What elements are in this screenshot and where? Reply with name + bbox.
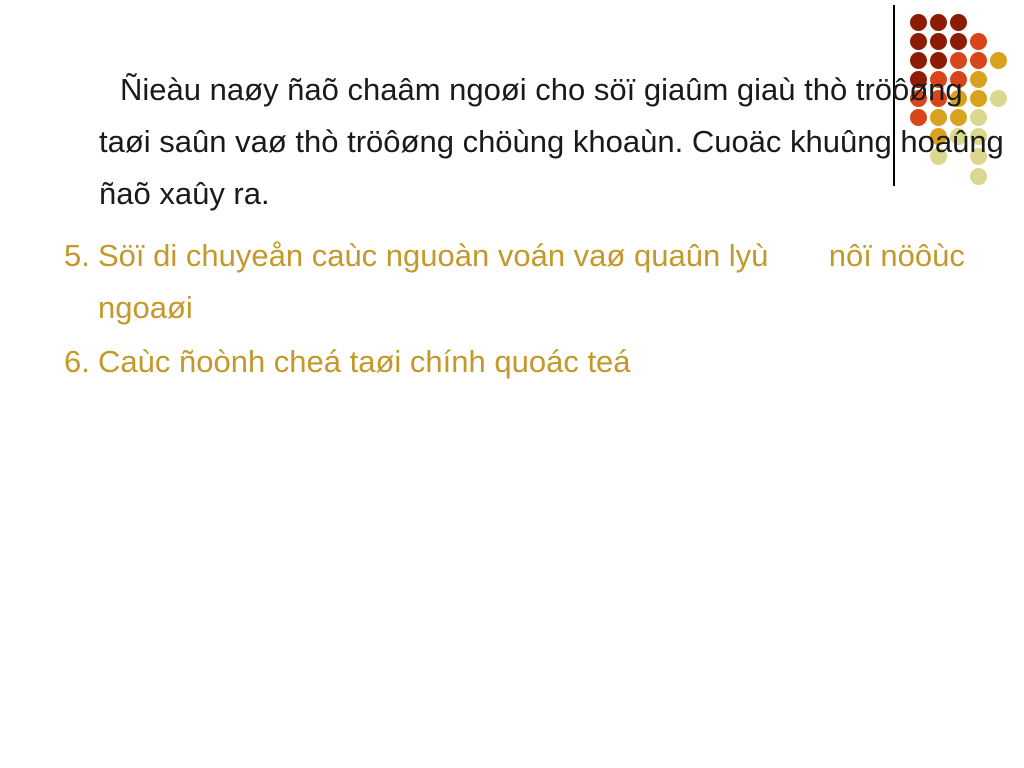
list-item-5-number: 5. — [64, 238, 90, 273]
list-item-5-line-2: ngoaøi — [98, 290, 193, 325]
decoration-dot — [990, 52, 1007, 69]
decoration-dot — [970, 33, 987, 50]
body-paragraph — [99, 64, 1004, 220]
list-item-5-text — [98, 230, 965, 334]
list-item-6-text — [98, 336, 631, 388]
decoration-dot — [990, 90, 1007, 107]
paragraph-line-1: Ñieàu naøy ñaõ chaâm ngoøi cho söï giaûm giaù thò tröôøng — [120, 72, 963, 107]
list-item-5-line-1: Söï di chuyeån caùc nguoàn voán vaø quaûn lyù nôï nöôùc — [98, 238, 965, 273]
list-item-6 — [64, 336, 631, 388]
decoration-dot — [910, 33, 927, 50]
decoration-dot — [930, 33, 947, 50]
list-item-6-number: 6. — [64, 344, 90, 379]
decoration-dot — [950, 14, 967, 31]
list-item-5 — [64, 230, 965, 334]
paragraph-line-2: taøi saûn vaø thò tröôøng chöùng khoaùn. Cuoäc khuûng hoaûng — [99, 124, 1004, 159]
decoration-dot — [910, 14, 927, 31]
list-item-6-line-1: Caùc ñoònh cheá taøi chính quoác teá — [98, 344, 631, 379]
decoration-dot — [930, 14, 947, 31]
decoration-dot — [950, 33, 967, 50]
paragraph-line-3: ñaõ xaûy ra. — [99, 176, 270, 211]
